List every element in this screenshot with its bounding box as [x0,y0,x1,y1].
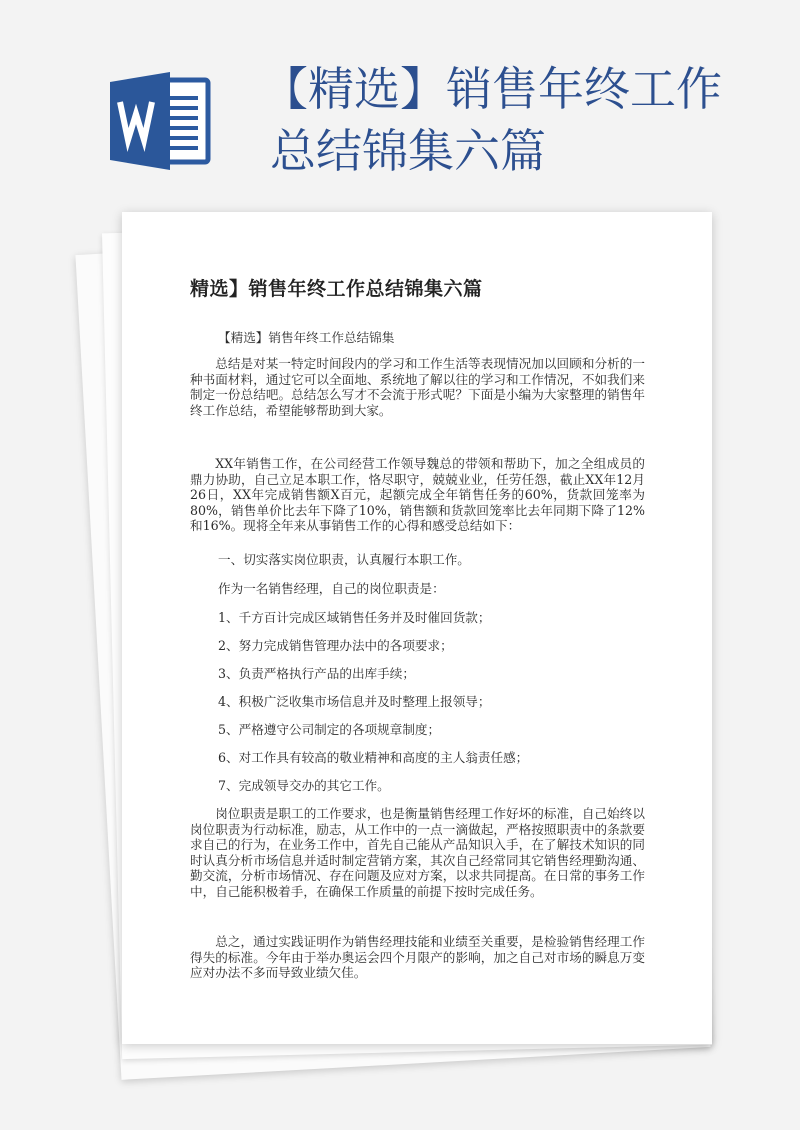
list-item: 5、严格遵守公司制定的各项规章制度； [218,722,441,737]
list-item: 4、积极广泛收集市场信息并及时整理上报领导； [218,694,491,709]
paragraph-1: XX年销售工作，在公司经营工作领导魏总的带领和帮助下，加之全组成员的鼎力协助，自己立足本职工作，恪尽职守，兢兢业业，任劳任怨，截止XX年12月26日，XX年完成销售额X百元，起额完成全年销售任务的60%，货款回笼率为80%，销售单价比去年下降了10%，销售额和货款回笼率比去年同期下降了12%和16%。现将全年来从事销售工作的心得和感受总结如下： [190,456,645,534]
word-document-icon [108,68,214,174]
header-title-line1: 【精选】销售年终工作 [262,62,722,116]
list-item: 3、负责严格执行产品的出库手续； [218,666,415,681]
paragraph-3: 总之，通过实践证明作为销售经理技能和业绩至关重要，是检验销售经理工作得失的标准。今年由于举办奥运会四个月限产的影响，加之自己对市场的瞬息万变应对办法不多而导致业绩欠佳。 [190,934,645,981]
document-title: 精选】销售年终工作总结锦集六篇 [190,278,483,300]
section-heading: 一、切实落实岗位职责，认真履行本职工作。 [218,552,470,567]
list-item: 2、努力完成销售管理办法中的各项要求； [218,638,453,653]
intro-paragraph: 总结是对某一特定时间段内的学习和工作生活等表现情况加以回顾和分析的一种书面材料，通过它可以全面地、系统地了解以往的学习和工作情况，不如我们来制定一份总结吧。总结怎么写才不会流于形式呢？下面是小编为大家整理的销售年终工作总结，希望能够帮助到大家。 [190,356,645,418]
document-subtitle: 【精选】销售年终工作总结锦集 [218,330,395,345]
list-item: 6、对工作具有较高的敬业精神和高度的主人翁责任感； [218,750,529,765]
paragraph-2: 岗位职责是职工的工作要求，也是衡量销售经理工作好坏的标准，自己始终以岗位职责为行动标准，励志，从工作中的一点一滴做起，严格按照职责中的条款要求自己的行为，在业务工作中，首先自己能从产品知识入手，在了解技术知识的同时认真分析市场信息并适时制定营销方案，其次自己经常同其它销售经理勤沟通、勤交流，分析市场情况、存在问题及应对方案，以求共同提高。在日常的事务工作中，自己能积极着手，在确保工作质量的前提下按时完成任务。 [190,806,645,899]
header-title-line2: 总结锦集六篇 [270,124,546,178]
document-page [122,212,712,1044]
header-title [262,58,762,182]
lead-line: 作为一名销售经理，自己的岗位职责是： [218,581,445,596]
header [0,0,800,210]
list-item: 1、千方百计完成区域销售任务并及时催回货款； [218,610,491,625]
list-item: 7、完成领导交办的其它工作。 [218,778,390,793]
